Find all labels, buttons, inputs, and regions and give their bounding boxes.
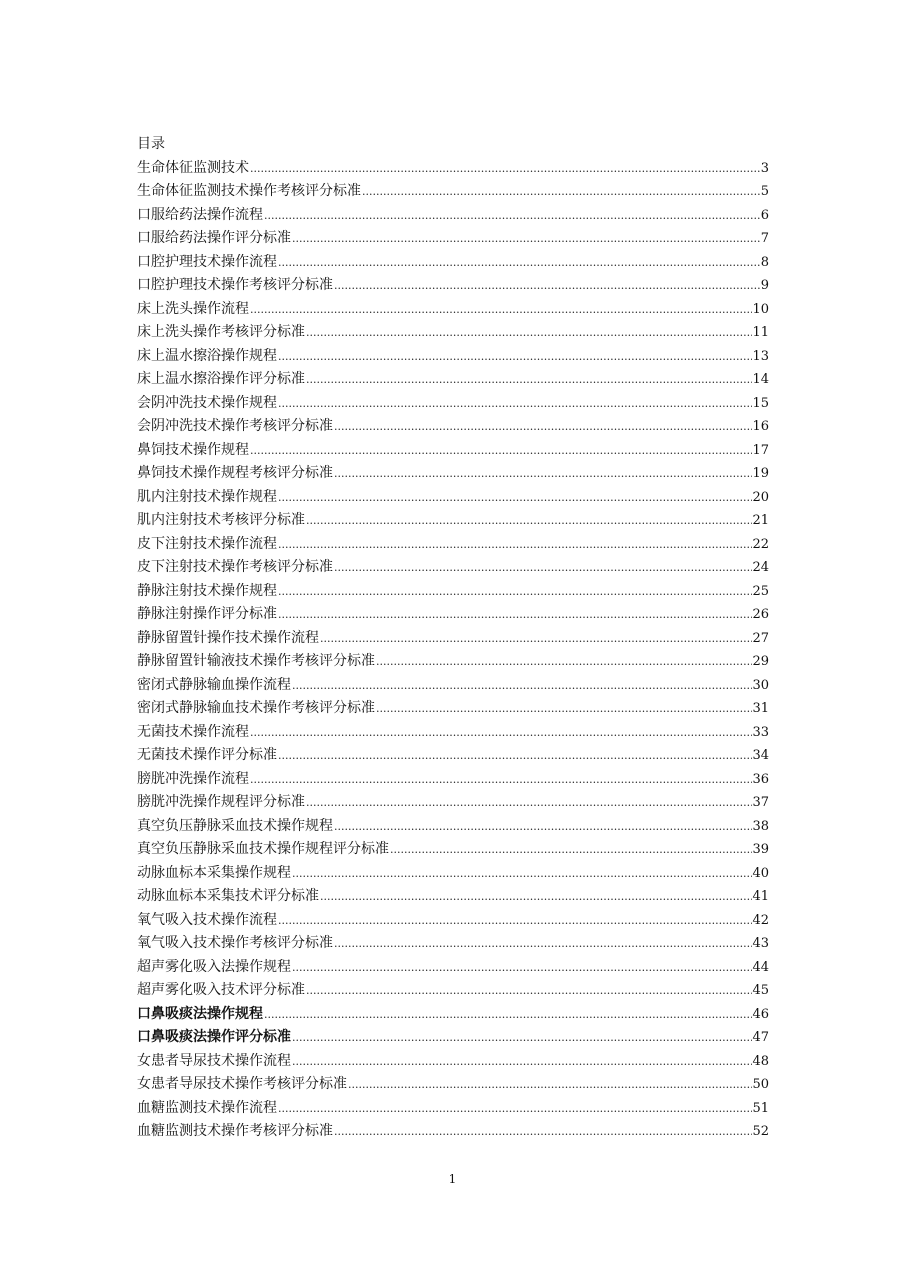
toc-entry-title: 无菌技术操作评分标准 <box>137 747 277 763</box>
toc-entry-title: 密闭式静脉输血操作流程 <box>137 676 291 693</box>
toc-entry[interactable] <box>137 415 769 439</box>
toc-entry[interactable] <box>137 1050 769 1074</box>
toc-entry-title: 口服给药法操作流程 <box>137 206 263 223</box>
toc-entry-page-number: 46 <box>752 1006 769 1022</box>
toc-entry-page-number: 48 <box>752 1053 769 1069</box>
toc-entry-page-number: 47 <box>752 1030 769 1045</box>
toc-entry-title: 生命体征监测技术 <box>137 159 249 176</box>
toc-dot-leader <box>291 674 752 698</box>
toc-dot-leader <box>389 838 752 862</box>
toc-dot-leader <box>361 180 761 204</box>
toc-dot-leader <box>291 862 752 886</box>
toc-entry-page-number: 42 <box>752 912 769 928</box>
toc-dot-leader <box>291 956 752 980</box>
toc-dot-leader <box>277 251 761 275</box>
table-of-contents <box>137 133 769 1144</box>
toc-dot-leader <box>277 392 752 416</box>
toc-entry-page-number: 3 <box>760 160 769 176</box>
toc-entry-title: 生命体征监测技术操作考核评分标准 <box>137 183 361 199</box>
toc-entry-page-number: 40 <box>752 865 769 881</box>
toc-entry-title: 膀胱冲洗操作流程 <box>137 770 249 787</box>
toc-entry[interactable] <box>137 1003 769 1027</box>
toc-entry-page-number: 25 <box>752 583 769 599</box>
toc-entry[interactable] <box>137 251 769 275</box>
toc-entry[interactable] <box>137 486 769 510</box>
toc-entry[interactable] <box>137 321 769 345</box>
toc-entry-page-number: 38 <box>752 818 769 834</box>
toc-entry-title: 床上温水擦浴操作评分标准 <box>137 371 305 387</box>
toc-entry-page-number: 16 <box>752 419 769 434</box>
toc-entry-page-number: 14 <box>752 372 769 387</box>
toc-entry-title: 口服给药法操作评分标准 <box>137 230 291 246</box>
toc-entry[interactable] <box>137 298 769 322</box>
toc-entry-title: 密闭式静脉输血技术操作考核评分标准 <box>137 700 375 716</box>
toc-entry[interactable] <box>137 204 769 228</box>
toc-dot-leader <box>249 768 752 792</box>
toc-entry-page-number: 24 <box>752 560 769 575</box>
toc-entry[interactable] <box>137 603 769 627</box>
toc-entry-page-number: 15 <box>752 395 769 411</box>
toc-entry[interactable] <box>137 885 769 909</box>
toc-dot-leader <box>249 157 761 181</box>
toc-entry[interactable] <box>137 979 769 1003</box>
toc-entry[interactable] <box>137 932 769 956</box>
toc-entry-title: 鼻饲技术操作规程 <box>137 441 249 458</box>
toc-entry-page-number: 5 <box>760 184 769 199</box>
toc-entry[interactable] <box>137 462 769 486</box>
toc-entry[interactable] <box>137 674 769 698</box>
toc-dot-leader <box>375 697 752 721</box>
toc-entry[interactable] <box>137 533 769 557</box>
toc-entry[interactable] <box>137 392 769 416</box>
toc-dot-leader <box>319 885 752 909</box>
toc-entry-title: 静脉注射操作评分标准 <box>137 606 277 622</box>
toc-entry-title: 血糖监测技术操作考核评分标准 <box>137 1123 333 1139</box>
toc-entry-page-number: 11 <box>752 325 769 340</box>
toc-dot-leader <box>277 533 752 557</box>
toc-entry-title: 床上洗头操作考核评分标准 <box>137 324 305 340</box>
toc-entry-title: 动脉血标本采集操作规程 <box>137 864 291 881</box>
toc-entry-title: 超声雾化吸入法操作规程 <box>137 958 291 975</box>
toc-entry-title: 床上洗头操作流程 <box>137 300 249 317</box>
toc-entry-title: 血糖监测技术操作流程 <box>137 1099 277 1116</box>
toc-entry[interactable] <box>137 697 769 721</box>
toc-entry-page-number: 50 <box>752 1077 769 1092</box>
toc-entry-title: 口鼻吸痰法操作规程 <box>137 1005 263 1022</box>
toc-entry-title: 膀胱冲洗操作规程评分标准 <box>137 794 305 810</box>
toc-entry-page-number: 37 <box>752 795 769 810</box>
toc-entry[interactable] <box>137 368 769 392</box>
toc-dot-leader <box>277 580 752 604</box>
toc-entry[interactable] <box>137 157 769 181</box>
toc-dot-leader <box>277 603 752 627</box>
toc-entry-title: 超声雾化吸入技术评分标准 <box>137 982 305 998</box>
toc-entry-page-number: 41 <box>752 889 769 904</box>
toc-entry-title: 口腔护理技术操作考核评分标准 <box>137 277 333 293</box>
toc-entry[interactable] <box>137 791 769 815</box>
toc-entry[interactable] <box>137 768 769 792</box>
toc-entry[interactable] <box>137 274 769 298</box>
toc-entry-title: 无菌技术操作流程 <box>137 723 249 740</box>
toc-entry-page-number: 39 <box>752 842 769 857</box>
toc-entry-page-number: 17 <box>752 442 769 458</box>
toc-entry[interactable] <box>137 721 769 745</box>
toc-dot-leader <box>319 627 752 651</box>
toc-dot-leader <box>305 791 752 815</box>
toc-entry[interactable] <box>137 1073 769 1097</box>
toc-dot-leader <box>291 1050 752 1074</box>
toc-entry[interactable] <box>137 650 769 674</box>
toc-entry-page-number: 6 <box>760 207 769 223</box>
toc-entry-title: 女患者导尿技术操作考核评分标准 <box>137 1076 347 1092</box>
toc-heading: 目录 <box>137 136 165 152</box>
toc-entry-title: 静脉留置针操作技术操作流程 <box>137 629 319 646</box>
toc-entry-title: 肌内注射技术考核评分标准 <box>137 512 305 528</box>
toc-entry-page-number: 26 <box>752 607 769 622</box>
toc-entry-title: 床上温水擦浴操作规程 <box>137 347 277 364</box>
toc-entry[interactable] <box>137 227 769 251</box>
toc-entry[interactable] <box>137 1026 769 1050</box>
toc-entry-title: 氧气吸入技术操作考核评分标准 <box>137 935 333 951</box>
toc-entry-page-number: 29 <box>752 654 769 669</box>
toc-entry-title: 会阴冲洗技术操作考核评分标准 <box>137 418 333 434</box>
toc-dot-leader <box>305 509 752 533</box>
toc-entry-title: 静脉留置针输液技术操作考核评分标准 <box>137 653 375 669</box>
toc-entry-title: 静脉注射技术操作规程 <box>137 582 277 599</box>
toc-entry-page-number: 34 <box>752 748 769 763</box>
toc-entry-page-number: 21 <box>752 513 769 528</box>
toc-entry-title: 女患者导尿技术操作流程 <box>137 1052 291 1069</box>
toc-entry-page-number: 9 <box>760 278 769 293</box>
toc-entry-title: 真空负压静脉采血技术操作规程评分标准 <box>137 841 389 857</box>
toc-dot-leader <box>277 909 752 933</box>
toc-dot-leader <box>333 462 752 486</box>
toc-entry-page-number: 19 <box>752 466 769 481</box>
toc-entry[interactable] <box>137 862 769 886</box>
toc-entry[interactable] <box>137 909 769 933</box>
toc-dot-leader <box>291 227 761 251</box>
toc-dot-leader <box>333 274 761 298</box>
toc-entry-title: 鼻饲技术操作规程考核评分标准 <box>137 465 333 481</box>
toc-entry[interactable] <box>137 1120 769 1144</box>
toc-entry-page-number: 27 <box>752 630 769 646</box>
toc-entry-title: 皮下注射技术操作考核评分标准 <box>137 559 333 575</box>
toc-entry-page-number: 31 <box>752 701 769 716</box>
toc-dot-leader <box>263 1003 752 1027</box>
toc-entry[interactable] <box>137 439 769 463</box>
toc-dot-leader <box>249 298 752 322</box>
toc-dot-leader <box>249 721 752 745</box>
toc-entry[interactable] <box>137 556 769 580</box>
toc-dot-leader <box>347 1073 752 1097</box>
toc-dot-leader <box>375 650 752 674</box>
toc-dot-leader <box>305 979 752 1003</box>
toc-entry[interactable] <box>137 744 769 768</box>
toc-dot-leader <box>277 1097 752 1121</box>
toc-entry-page-number: 52 <box>752 1124 769 1139</box>
toc-entry-title: 会阴冲洗技术操作规程 <box>137 394 277 411</box>
toc-entry[interactable] <box>137 1097 769 1121</box>
toc-dot-leader <box>305 321 752 345</box>
toc-entry[interactable] <box>137 956 769 980</box>
toc-dot-leader <box>333 932 752 956</box>
toc-entry-title: 口鼻吸痰法操作评分标准 <box>137 1029 291 1045</box>
toc-dot-leader <box>263 204 761 228</box>
toc-entry-page-number: 22 <box>752 536 769 552</box>
toc-dot-leader <box>291 1026 752 1050</box>
toc-entry[interactable] <box>137 627 769 651</box>
toc-entry-page-number: 43 <box>752 936 769 951</box>
toc-entry-page-number: 33 <box>752 724 769 740</box>
toc-dot-leader <box>333 1120 752 1144</box>
toc-dot-leader <box>277 345 752 369</box>
toc-entry[interactable] <box>137 345 769 369</box>
toc-entry-page-number: 30 <box>752 677 769 693</box>
toc-entry-page-number: 51 <box>752 1100 769 1116</box>
toc-entry-page-number: 44 <box>752 959 769 975</box>
toc-entry-page-number: 20 <box>752 489 769 505</box>
toc-dot-leader <box>333 556 752 580</box>
toc-entry-page-number: 36 <box>752 771 769 787</box>
page-number: 1 <box>448 1172 457 1186</box>
toc-entry-title: 肌内注射技术操作规程 <box>137 488 277 505</box>
toc-list <box>137 157 769 1144</box>
toc-entry[interactable] <box>137 180 769 204</box>
toc-dot-leader <box>333 815 752 839</box>
toc-dot-leader <box>277 744 752 768</box>
toc-dot-leader <box>249 439 752 463</box>
toc-entry-title: 真空负压静脉采血技术操作规程 <box>137 817 333 834</box>
toc-entry-page-number: 13 <box>752 348 769 364</box>
toc-dot-leader <box>305 368 752 392</box>
toc-dot-leader <box>333 415 752 439</box>
toc-dot-leader <box>277 486 752 510</box>
toc-entry-page-number: 45 <box>752 983 769 998</box>
toc-entry-title: 动脉血标本采集技术评分标准 <box>137 888 319 904</box>
toc-entry[interactable] <box>137 838 769 862</box>
toc-entry-title: 皮下注射技术操作流程 <box>137 535 277 552</box>
toc-entry-page-number: 7 <box>760 231 769 246</box>
toc-entry[interactable] <box>137 509 769 533</box>
toc-entry-title: 氧气吸入技术操作流程 <box>137 911 277 928</box>
toc-entry[interactable] <box>137 580 769 604</box>
toc-entry-title: 口腔护理技术操作流程 <box>137 253 277 270</box>
toc-entry-page-number: 10 <box>752 301 769 317</box>
toc-entry-page-number: 8 <box>760 254 769 270</box>
toc-entry[interactable] <box>137 815 769 839</box>
